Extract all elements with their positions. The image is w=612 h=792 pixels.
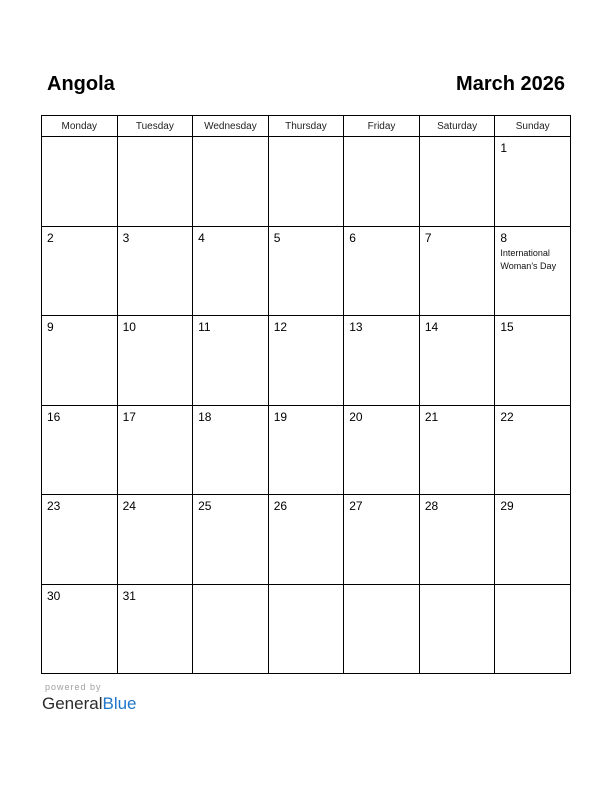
day-cell <box>42 405 118 495</box>
calendar-grid <box>41 115 571 674</box>
day-cell <box>495 584 571 674</box>
day-cell <box>268 495 344 585</box>
day-event <box>495 513 570 515</box>
day-cell <box>495 226 571 316</box>
day-event <box>420 589 495 591</box>
day-event <box>118 513 193 515</box>
day-event <box>495 589 570 591</box>
day-event <box>193 245 268 247</box>
weekday-header-row <box>42 116 571 137</box>
weekday-header-friday: Friday <box>344 116 420 137</box>
day-number: 24 <box>122 499 136 513</box>
day-cell <box>419 137 495 227</box>
day-event <box>42 603 117 605</box>
day-event <box>193 334 268 336</box>
day-cell <box>344 584 420 674</box>
day-number: 10 <box>122 320 136 334</box>
day-number: 6 <box>349 230 356 245</box>
country-title: Angola <box>47 73 115 95</box>
day-number: 14 <box>424 320 439 334</box>
day-number: 27 <box>349 499 363 513</box>
month-year-title: March 2026 <box>456 73 565 95</box>
day-number: 3 <box>122 230 130 245</box>
day-cell <box>344 226 420 316</box>
day-number: 1 <box>500 141 508 155</box>
day-cell <box>117 405 193 495</box>
day-event <box>269 513 344 515</box>
day-cell <box>117 495 193 585</box>
day-event <box>118 141 193 143</box>
day-number: 31 <box>122 588 136 603</box>
week-row <box>42 405 571 495</box>
day-cell <box>117 316 193 406</box>
day-cell <box>117 226 193 316</box>
day-cell <box>117 137 193 227</box>
day-event <box>42 424 117 426</box>
day-event <box>42 141 117 143</box>
day-number: 16 <box>47 409 61 424</box>
day-event <box>193 513 268 515</box>
day-cell <box>495 405 571 495</box>
day-event <box>495 155 570 157</box>
day-event <box>420 245 495 247</box>
day-number: 22 <box>500 409 514 424</box>
day-cell <box>419 405 495 495</box>
day-number: 29 <box>500 499 514 513</box>
day-cell <box>344 405 420 495</box>
day-number: 11 <box>198 320 211 334</box>
day-cell <box>193 226 269 316</box>
weekday-header-saturday: Saturday <box>419 116 495 137</box>
day-number: 15 <box>500 320 514 334</box>
day-number: 4 <box>198 230 205 245</box>
day-event <box>269 334 344 336</box>
day-cell <box>495 137 571 227</box>
day-event <box>193 589 268 591</box>
day-event <box>118 424 193 426</box>
day-number: 30 <box>47 588 61 603</box>
day-cell <box>268 405 344 495</box>
day-event <box>344 424 419 426</box>
day-number: 23 <box>47 499 61 513</box>
day-event <box>42 245 117 247</box>
day-cell <box>193 405 269 495</box>
day-cell <box>42 137 118 227</box>
day-cell <box>193 495 269 585</box>
day-number: 7 <box>424 230 432 245</box>
week-row <box>42 495 571 585</box>
day-cell <box>193 137 269 227</box>
week-row <box>42 316 571 406</box>
day-event <box>118 603 193 605</box>
day-cell <box>419 495 495 585</box>
day-event <box>344 589 419 591</box>
day-event <box>420 424 495 426</box>
day-event <box>344 141 419 143</box>
day-event <box>269 589 344 591</box>
day-event <box>495 424 570 426</box>
day-cell <box>419 316 495 406</box>
day-cell <box>42 316 118 406</box>
day-event <box>193 141 268 143</box>
week-row <box>42 584 571 674</box>
generalblue-logo[interactable] <box>42 693 137 715</box>
day-cell <box>495 316 571 406</box>
day-number: 12 <box>273 320 288 334</box>
day-number: 13 <box>349 320 363 334</box>
day-number: 5 <box>273 230 281 245</box>
day-cell <box>419 584 495 674</box>
day-cell <box>268 137 344 227</box>
day-cell <box>117 584 193 674</box>
week-row <box>42 137 571 227</box>
day-number: 28 <box>424 499 439 513</box>
day-number: 26 <box>273 499 288 513</box>
day-cell <box>344 316 420 406</box>
weekday-header-thursday: Thursday <box>268 116 344 137</box>
day-event <box>269 141 344 143</box>
day-cell <box>268 584 344 674</box>
day-event <box>344 334 419 336</box>
day-number: 21 <box>424 409 439 424</box>
day-event <box>420 141 495 143</box>
holiday-label: International Woman’s Day <box>500 247 557 271</box>
day-cell <box>268 316 344 406</box>
day-cell <box>42 226 118 316</box>
brand-blue-text: Blue <box>102 694 137 713</box>
day-number: 8 <box>500 230 508 245</box>
weekday-header-tuesday: Tuesday <box>117 116 193 137</box>
day-event <box>118 245 193 247</box>
day-cell <box>419 226 495 316</box>
day-event <box>269 424 344 426</box>
day-number: 2 <box>47 230 54 245</box>
day-cell <box>42 495 118 585</box>
day-event <box>42 334 117 336</box>
day-number: 17 <box>122 409 136 424</box>
day-cell <box>344 137 420 227</box>
day-number: 19 <box>273 409 288 424</box>
day-number: 25 <box>198 499 212 513</box>
day-event <box>118 334 193 336</box>
day-number: 20 <box>349 409 363 424</box>
day-number: 18 <box>198 409 212 424</box>
week-row <box>42 226 571 316</box>
weekday-header-sunday: Sunday <box>495 116 571 137</box>
day-number: 9 <box>47 320 54 334</box>
day-event <box>420 513 495 515</box>
day-cell <box>193 316 269 406</box>
day-event <box>344 245 419 247</box>
day-cell <box>193 584 269 674</box>
day-event <box>42 513 117 515</box>
weekday-header-monday: Monday <box>42 116 118 137</box>
day-event <box>420 334 495 336</box>
brand-general-text: General <box>42 694 103 713</box>
day-event <box>193 424 268 426</box>
day-cell <box>268 226 344 316</box>
day-event <box>495 334 570 336</box>
day-cell <box>344 495 420 585</box>
powered-by-text: powered by <box>45 682 102 692</box>
day-event <box>344 513 419 515</box>
day-cell <box>495 495 571 585</box>
weekday-header-wednesday: Wednesday <box>193 116 269 137</box>
day-cell <box>42 584 118 674</box>
day-event <box>269 245 344 247</box>
